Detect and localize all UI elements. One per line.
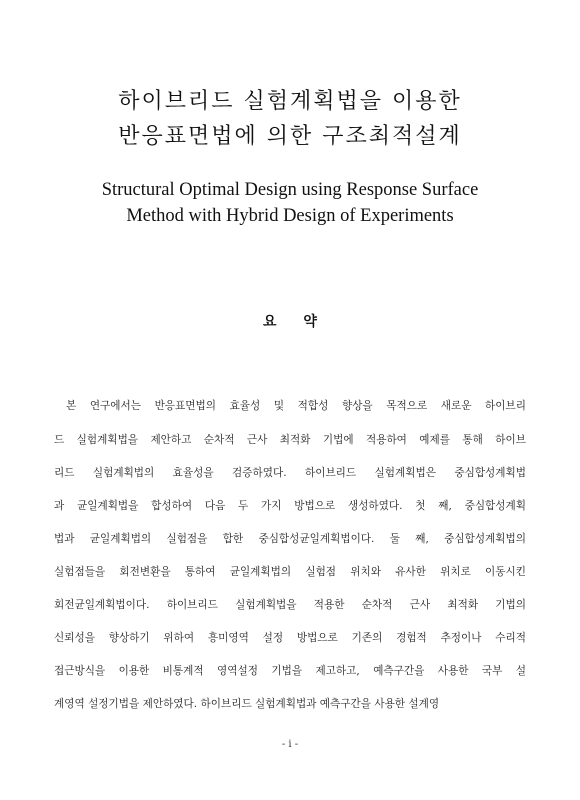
english-title-line-1: Structural Optimal Design using Response Surface <box>101 180 479 200</box>
abstract-heading: 요 약 <box>263 314 317 330</box>
abstract-line: 실험점들을 회전변환을 통하여 균일계획법의 실험점 위치와 유사한 위치로 이동시킨 <box>54 566 526 578</box>
korean-title-line-2: 반응표면법에 의한 구조최적설계 <box>118 124 462 149</box>
abstract-line: 과 균일계획법을 합성하여 다음 두 가지 방법으로 생성하였다. 첫 째, 중심합성계획 <box>54 500 526 512</box>
english-title-line-2: Method with Hybrid Design of Experiments <box>126 206 454 226</box>
abstract-line: 리드 실험계획법의 효율성을 검증하였다. 하이브리드 실험계획법은 중심합성계획법 <box>54 467 526 479</box>
abstract-line: 법과 균일계획법의 실험점을 합한 중심합성균일계획법이다. 둘 째, 중심합성계획법의 <box>54 533 526 545</box>
page-number: - i - <box>281 739 299 750</box>
abstract-line: 계영역 설정기법을 제안하였다. 하이브리드 실험계획법과 예측구간을 사용한 설계영 <box>54 698 440 710</box>
abstract-line: 신뢰성을 향상하기 위하여 흥미영역 설정 방법으로 기존의 경험적 추정이나 수리적 <box>54 632 526 644</box>
abstract-line: 드 실험계획법을 제안하고 순차적 근사 최적화 기법에 적용하여 예제를 통해 하이브 <box>54 434 526 446</box>
korean-title-line-1: 하이브리드 실험계획법을 이용한 <box>118 89 462 114</box>
abstract-line: 접근방식을 이용한 비통계적 영역설정 기법을 제고하고, 예측구간을 사용한 국부 설 <box>54 665 526 677</box>
abstract-line: 회전균일계획법이다. 하이브리드 실험계획법을 적용한 순차적 근사 최적화 기법의 <box>54 599 526 611</box>
abstract-line: 본 연구에서는 반응표면법의 효율성 및 적합성 향상을 목적으로 새로운 하이브리 <box>66 400 526 412</box>
